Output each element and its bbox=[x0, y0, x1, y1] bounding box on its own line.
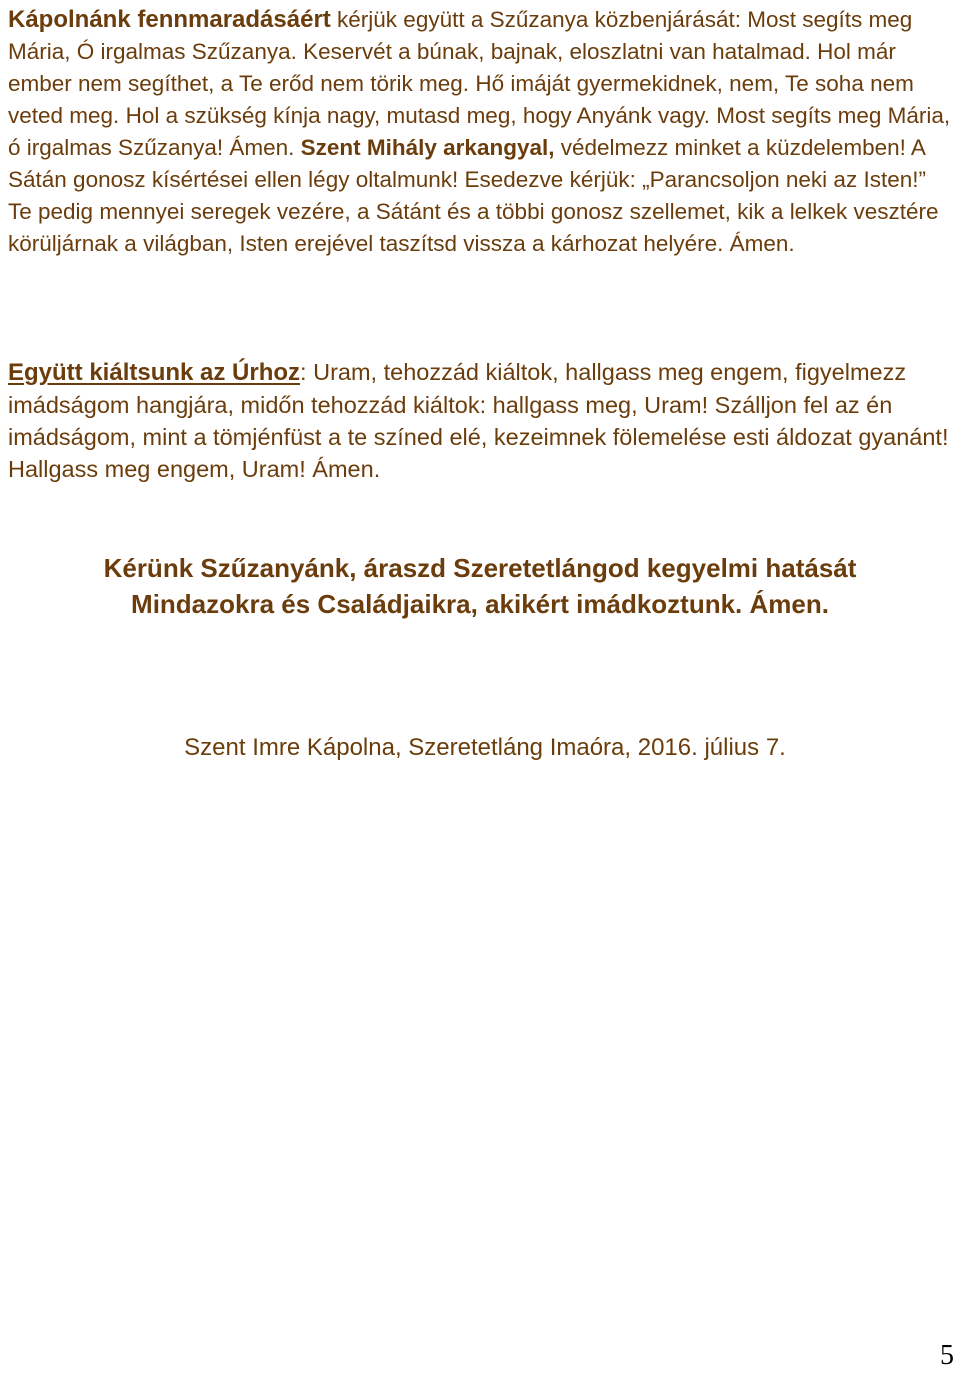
closing-line-1: Kérünk Szűzanyánk, áraszd Szeretetlángod kegyelmi hatását bbox=[103, 553, 857, 583]
prayer-paragraph-lord bbox=[8, 356, 952, 485]
paragraph-text-lord: : Uram, tehozzád kiáltok, hallgass meg engem, figyelmezz imádságom hangjára, midőn tehozzád kiáltok: hallgass meg, Uram! Szálljon fel az én imádságom, mint a tömjénfüst a te színed elé, kezeimnek fölemelése esti áldozat gyanánt! Hallgass meg engem, Uram! Ámen. bbox=[8, 359, 949, 482]
prayer-paragraph-chapel bbox=[8, 4, 952, 260]
paragraph-text-chapel: kérjük együtt a Szűzanya közbenjárását: Most segíts meg Mária, Ó irgalmas Szűzanya. Keservét a búnak, bajnak, eloszlatni van hatalmad. Hol már ember nem segíthet, a Te erőd nem törik meg. Hő imáját gyermekidnek, nem, Te soha nem veted meg. Hol a szükség kínja nagy, mutasd meg, hogy Anyánk vagy. Most segíts meg Mária, ó irgalmas Szűzanya! Ámen. bbox=[8, 7, 951, 160]
closing-prayer bbox=[0, 550, 960, 622]
archangel-phrase: Szent Mihály arkangyal, bbox=[300, 135, 555, 160]
page-number: 5 bbox=[940, 1340, 954, 1371]
paragraph-heading-chapel: Kápolnánk fennmaradásáért bbox=[8, 6, 331, 33]
paragraph-text-archangel: védelmezz minket a küzdelemben! A Sátán gonosz kísértései ellen légy oltalmunk! Esedezve kérjük: „Parancsoljon neki az Isten!” Te pedig mennyei seregek vezére, a Sátánt és a többi gonosz szellemet, kik a lelkek vesztére körüljárnak a világban, Isten erejével taszítsd vissza a kárhozat helyére. Ámen. bbox=[8, 135, 939, 256]
source-line: Szent Imre Kápolna, Szeretetláng Imaóra, 2016. július 7. bbox=[184, 734, 786, 761]
closing-line-2: Mindazokra és Családjaikra, akikért imádkoztunk. Ámen. bbox=[131, 589, 829, 619]
paragraph-heading-lord: Együtt kiáltsunk az Úrhoz bbox=[8, 359, 301, 386]
